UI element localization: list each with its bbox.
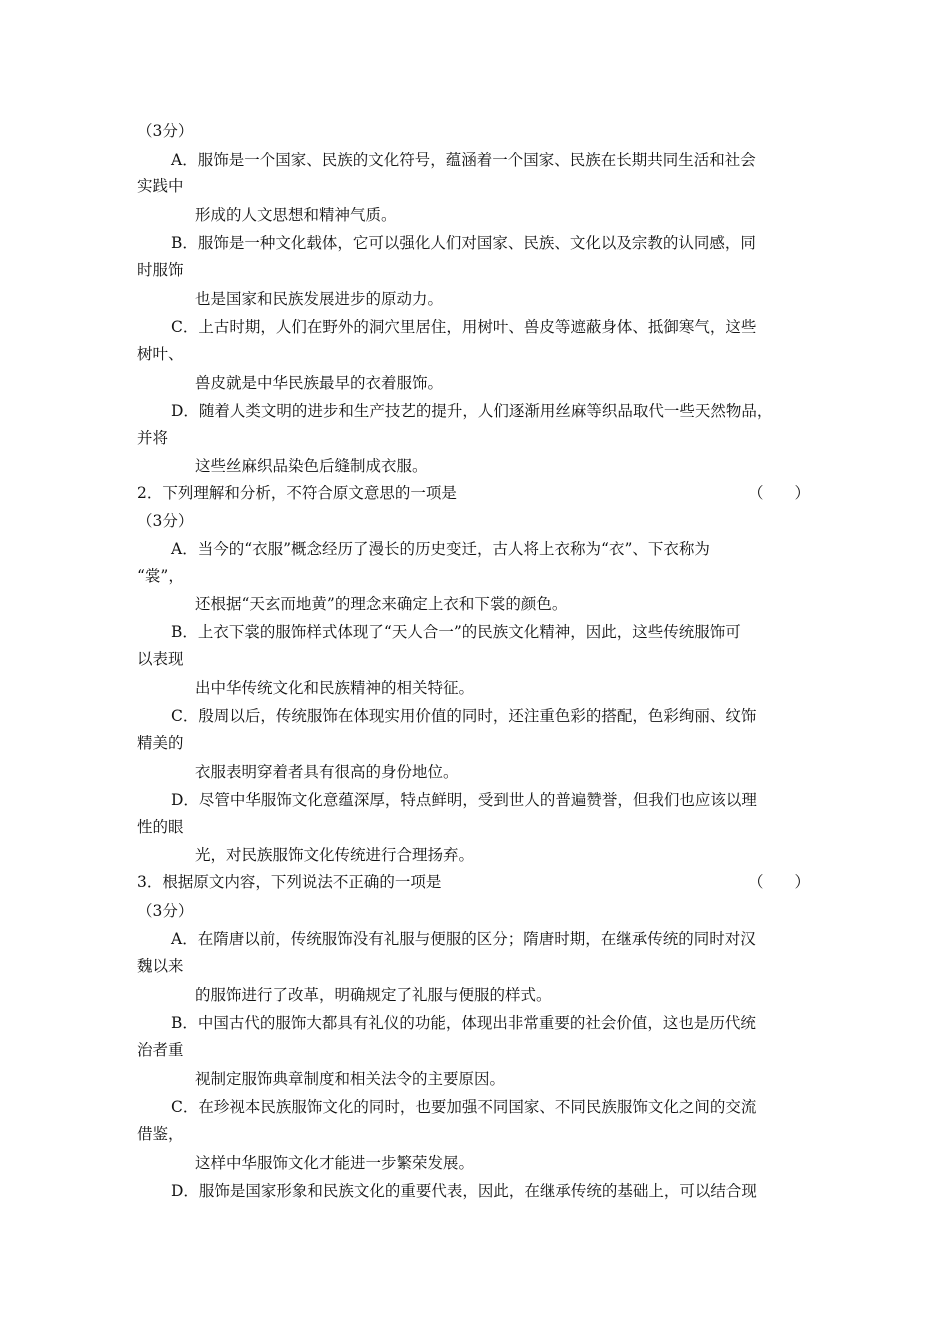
text-line: （3分）: [137, 512, 194, 530]
text-line: D．尽管中华服饰文化意蕴深厚，特点鲜明，受到世人的普遍赞誉，但我们也应该以理: [171, 791, 757, 809]
text-line: 的服饰进行了改革，明确规定了礼服与便服的样式。: [195, 986, 552, 1004]
text-line: A．当今的“衣服”概念经历了漫长的历史变迁，古人将上衣称为“衣”、下衣称为: [171, 540, 710, 558]
text-line: （3分）: [137, 122, 194, 140]
text-line: C．在珍视本民族服饰文化的同时，也要加强不同国家、不同民族服饰文化之间的交流: [171, 1098, 757, 1116]
text-line: “裳”，: [137, 567, 184, 585]
text-line: （3分）: [137, 902, 194, 920]
text-line: 并将: [137, 429, 169, 447]
text-line: 精美的: [137, 734, 184, 752]
text-line: A．服饰是一个国家、民族的文化符号，蕴涵着一个国家、民族在长期共同生活和社会: [171, 151, 756, 169]
text-line: 出中华传统文化和民族精神的相关特征。: [195, 679, 475, 697]
text-line: 借鉴，: [137, 1125, 184, 1143]
question-2-stem: 2．下列理解和分析，不符合原文意思的一项是: [137, 484, 457, 502]
text-line: 视制定服饰典章制度和相关法令的主要原因。: [195, 1070, 506, 1088]
text-line: 以表现: [137, 650, 184, 668]
text-line: 实践中: [137, 177, 184, 195]
text-line: B．服饰是一种文化载体，它可以强化人们对国家、民族、文化以及宗教的认同感，同: [171, 234, 756, 252]
text-line: B．中国古代的服饰大都具有礼仪的功能，体现出非常重要的社会价值，这也是历代统: [171, 1014, 756, 1032]
answer-bracket: （ ）: [748, 873, 811, 891]
text-line: 衣服表明穿着者具有很高的身份地位。: [195, 763, 459, 781]
text-line: C．殷周以后，传统服饰在体现实用价值的同时，还注重色彩的搭配，色彩绚丽、纹饰: [171, 707, 757, 725]
text-line: B．上衣下裳的服饰样式体现了“天人合一”的民族文化精神，因此，这些传统服饰可: [171, 623, 741, 641]
text-line: 树叶、: [137, 345, 184, 363]
text-line: 治者重: [137, 1041, 184, 1059]
question-3-stem: 3．根据原文内容，下列说法不正确的一项是: [137, 873, 442, 891]
text-line: 魏以来: [137, 957, 184, 975]
text-line: 性的眼: [137, 818, 184, 836]
text-line: 也是国家和民族发展进步的原动力。: [195, 290, 444, 308]
text-line: A．在隋唐以前，传统服饰没有礼服与便服的区分；隋唐时期，在继承传统的同时对汉: [171, 930, 756, 948]
text-line: 光，对民族服饰文化传统进行合理扬弃。: [195, 846, 475, 864]
text-line: 时服饰: [137, 261, 184, 279]
text-line: 兽皮就是中华民族最早的衣着服饰。: [195, 374, 444, 392]
text-line: 这些丝麻织品染色后缝制成衣服。: [195, 457, 428, 475]
text-line: C．上古时期，人们在野外的洞穴里居住，用树叶、兽皮等遮蔽身体、抵御寒气，这些: [171, 318, 757, 336]
text-line: 这样中华服饰文化才能进一步繁荣发展。: [195, 1154, 475, 1172]
text-line: D．随着人类文明的进步和生产技艺的提升，人们逐渐用丝麻等织品取代一些天然物品，: [171, 402, 773, 420]
answer-bracket: （ ）: [748, 484, 811, 502]
text-line: D．服饰是国家形象和民族文化的重要代表，因此，在继承传统的基础上，可以结合现: [171, 1182, 757, 1200]
text-line: 还根据“天玄而地黄”的理念来确定上衣和下裳的颜色。: [195, 595, 568, 613]
text-line: 形成的人文思想和精神气质。: [195, 206, 397, 224]
